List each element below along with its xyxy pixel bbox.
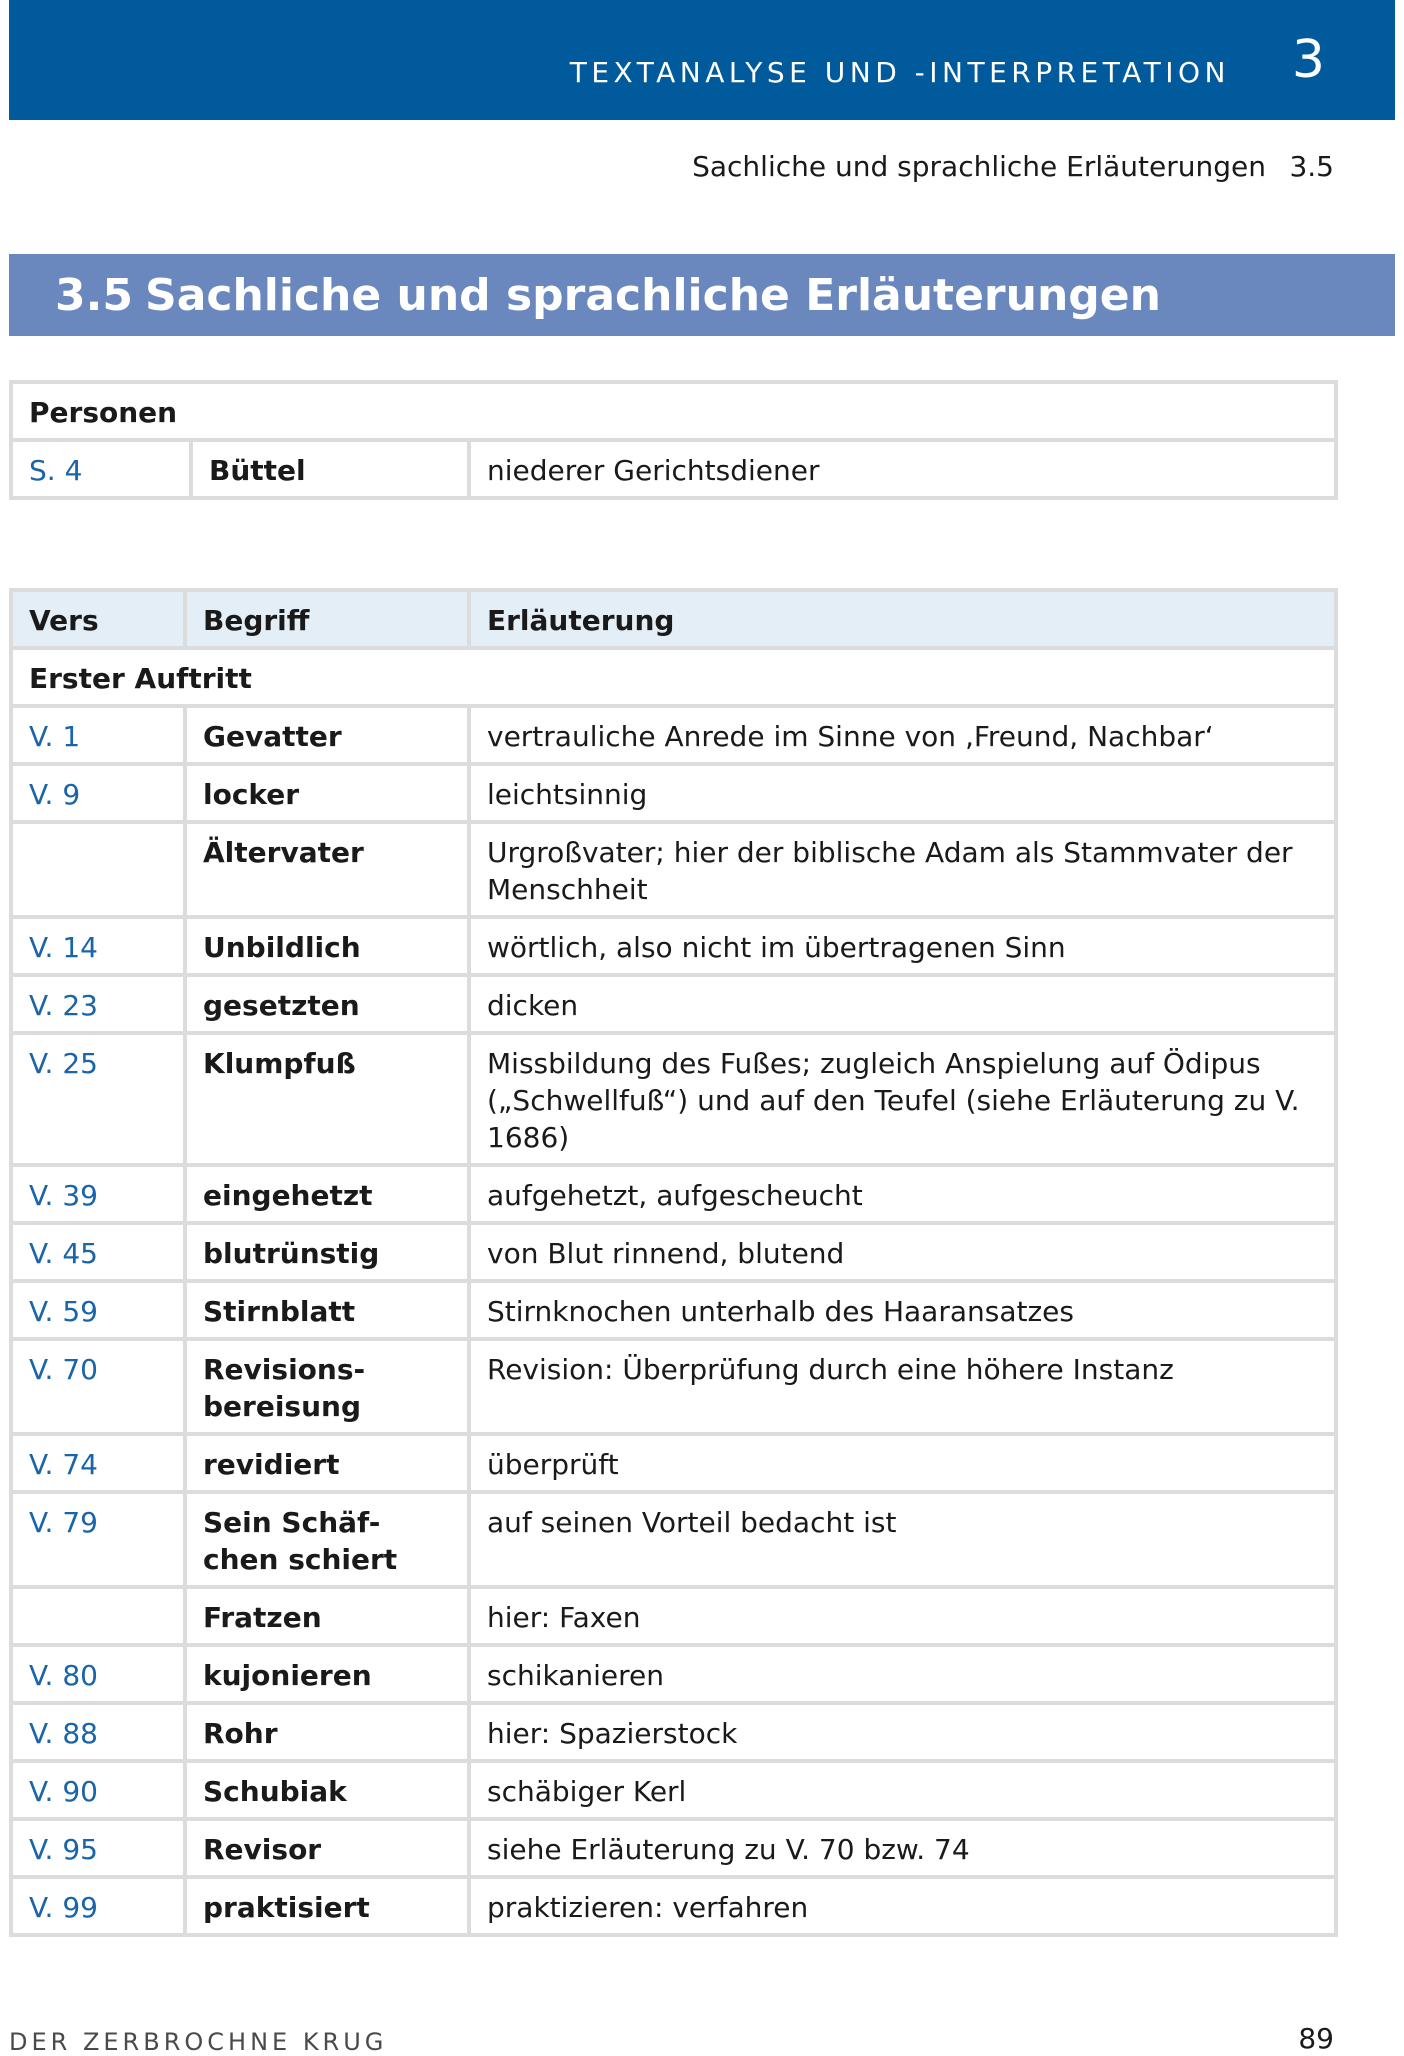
column-header-vers: Vers xyxy=(13,592,183,646)
table-row xyxy=(13,1763,1334,1817)
table-row xyxy=(13,1035,1334,1163)
vers-ref: V. 74 xyxy=(13,1436,183,1490)
term: Unbildlich xyxy=(187,919,467,973)
explanation: schikanieren xyxy=(471,1647,1334,1701)
term: Fratzen xyxy=(187,1589,467,1643)
glossary-table xyxy=(9,588,1338,1937)
term: Klumpfuß xyxy=(187,1035,467,1163)
term: revidiert xyxy=(187,1436,467,1490)
vers-ref: V. 99 xyxy=(13,1879,183,1933)
section-number: 3.5 xyxy=(55,270,133,321)
explanation: Urgroßvater; hier der biblische Adam als Stammvater der Menschheit xyxy=(471,824,1334,915)
table-row xyxy=(13,977,1334,1031)
explanation: wörtlich, also nicht im übertragenen Sinn xyxy=(471,919,1334,973)
table-row xyxy=(13,766,1334,820)
page-number: 89 xyxy=(1298,2022,1334,2055)
running-title: Sachliche und sprachliche Erläuterungen xyxy=(692,150,1266,183)
vers-ref: V. 25 xyxy=(13,1035,183,1163)
explanation: siehe Erläuterung zu V. 70 bzw. 74 xyxy=(471,1821,1334,1875)
term: gesetzten xyxy=(187,977,467,1031)
table-row xyxy=(13,1283,1334,1337)
vers-ref: V. 1 xyxy=(13,708,183,762)
term: Sein Schäf-chen schiert xyxy=(187,1494,467,1585)
explanation: von Blut rinnend, blutend xyxy=(471,1225,1334,1279)
explanation: dicken xyxy=(471,977,1334,1031)
vers-ref: V. 59 xyxy=(13,1283,183,1337)
vers-ref xyxy=(13,1589,183,1643)
group-heading-row xyxy=(13,650,1334,704)
term: blutrünstig xyxy=(187,1225,467,1279)
term: Schubiak xyxy=(187,1763,467,1817)
table-row xyxy=(13,1647,1334,1701)
table-row xyxy=(13,442,1334,496)
table-row xyxy=(13,919,1334,973)
explanation: aufgehetzt, aufgescheucht xyxy=(471,1167,1334,1221)
explanation: schäbiger Kerl xyxy=(471,1763,1334,1817)
table-row xyxy=(13,1167,1334,1221)
explanation: Missbildung des Fußes; zugleich Anspielung auf Ödipus („Schwellfuß“) und auf den Teufel (siehe Erläuterung zu V. 1686) xyxy=(471,1035,1334,1163)
table-header-row xyxy=(13,592,1334,646)
term: Revisions-bereisung xyxy=(187,1341,467,1432)
explanation: Stirnknochen unterhalb des Haaransatzes xyxy=(471,1283,1334,1337)
vers-ref: V. 88 xyxy=(13,1705,183,1759)
chapter-number: 3 xyxy=(1291,30,1325,90)
book-title: DER ZERBROCHNE KRUG xyxy=(9,2028,388,2056)
vers-ref: V. 9 xyxy=(13,766,183,820)
vers-ref xyxy=(13,824,183,915)
table-row xyxy=(13,1705,1334,1759)
column-header-explanation: Erläuterung xyxy=(471,592,1334,646)
vers-ref: V. 80 xyxy=(13,1647,183,1701)
explanation: hier: Faxen xyxy=(471,1589,1334,1643)
table-row xyxy=(13,1494,1334,1585)
explanation: überprüft xyxy=(471,1436,1334,1490)
chapter-header-bar xyxy=(9,0,1395,120)
term: Revisor xyxy=(187,1821,467,1875)
table-row xyxy=(13,1225,1334,1279)
vers-ref: V. 79 xyxy=(13,1494,183,1585)
term: locker xyxy=(187,766,467,820)
vers-ref: V. 90 xyxy=(13,1763,183,1817)
term: Büttel xyxy=(193,442,467,496)
term: Rohr xyxy=(187,1705,467,1759)
group-heading: Erster Auftritt xyxy=(13,650,1334,704)
persons-table xyxy=(9,380,1338,500)
explanation: hier: Spazierstock xyxy=(471,1705,1334,1759)
table-row xyxy=(13,1589,1334,1643)
explanation: Revision: Überprüfung durch eine höhere Instanz xyxy=(471,1341,1334,1432)
vers-ref: V. 45 xyxy=(13,1225,183,1279)
column-header-term: Begriff xyxy=(187,592,467,646)
term: eingehetzt xyxy=(187,1167,467,1221)
chapter-title: TEXTANALYSE UND -INTERPRETATION xyxy=(569,56,1230,89)
vers-ref: V. 39 xyxy=(13,1167,183,1221)
persons-heading: Personen xyxy=(13,384,1334,438)
vers-ref: V. 14 xyxy=(13,919,183,973)
persons-heading-row xyxy=(13,384,1334,438)
explanation: leichtsinnig xyxy=(471,766,1334,820)
running-number: 3.5 xyxy=(1289,150,1334,183)
term: kujonieren xyxy=(187,1647,467,1701)
table-row xyxy=(13,1821,1334,1875)
vers-ref: V. 23 xyxy=(13,977,183,1031)
table-row xyxy=(13,824,1334,915)
table-row xyxy=(13,1341,1334,1432)
term: Stirnblatt xyxy=(187,1283,467,1337)
explanation: vertrauliche Anrede im Sinne von ‚Freund, Nachbar‘ xyxy=(471,708,1334,762)
section-title-bar xyxy=(9,254,1395,336)
term: praktisiert xyxy=(187,1879,467,1933)
table-row xyxy=(13,708,1334,762)
explanation: praktizieren: verfahren xyxy=(471,1879,1334,1933)
vers-ref: V. 95 xyxy=(13,1821,183,1875)
term: Gevatter xyxy=(187,708,467,762)
page-ref: S. 4 xyxy=(13,442,189,496)
table-row xyxy=(13,1879,1334,1933)
section-title: Sachliche und sprachliche Erläuterungen xyxy=(145,270,1161,321)
table-row xyxy=(13,1436,1334,1490)
explanation: niederer Gerichtsdiener xyxy=(471,442,1334,496)
explanation: auf seinen Vorteil bedacht ist xyxy=(471,1494,1334,1585)
term: Ältervater xyxy=(187,824,467,915)
vers-ref: V. 70 xyxy=(13,1341,183,1432)
